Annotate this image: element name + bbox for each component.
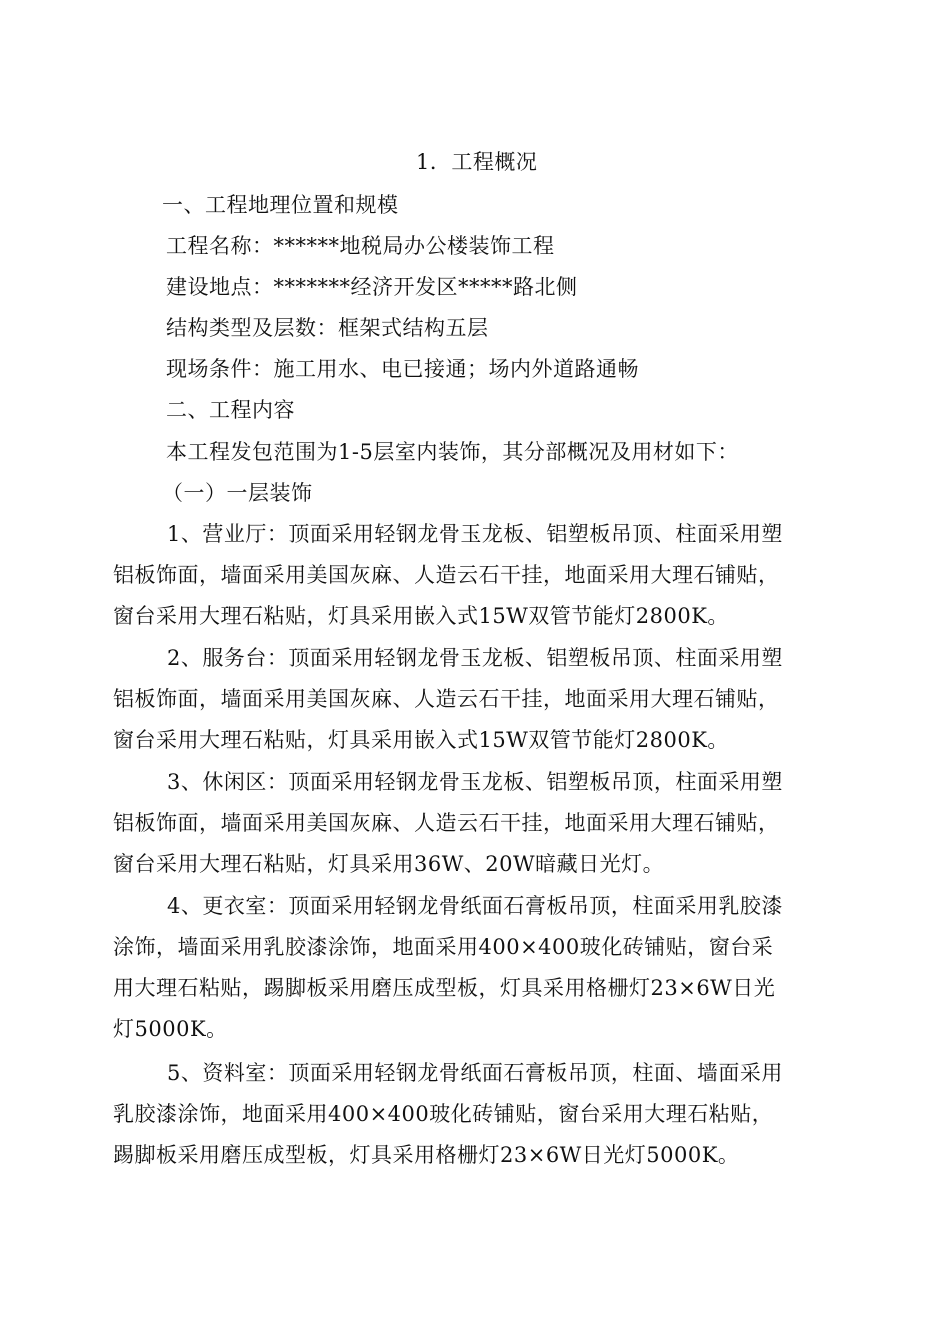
project-name-line: 工程名称：******地税局办公楼装饰工程	[166, 234, 555, 258]
paragraph-line: 涂饰，墙面采用乳胶漆涂饰，地面采用400×400玻化砖铺贴，窗台采	[113, 935, 774, 959]
paragraph-lounge-area	[113, 762, 841, 885]
paragraph-line: 用大理石粘贴，踢脚板采用磨压成型板，灯具采用格栅灯23×6W日光	[113, 976, 776, 1000]
paragraph-line: 踢脚板采用磨压成型板，灯具采用格栅灯23×6W日光灯5000K。	[113, 1143, 740, 1167]
paragraph-service-desk	[113, 638, 841, 761]
paragraph-archive-room	[113, 1053, 841, 1176]
paragraph-line: 窗台采用大理石粘贴，灯具采用嵌入式15W双管节能灯2800K。	[113, 604, 729, 628]
paragraph-line: 铝板饰面，墙面采用美国灰麻、人造云石干挂，地面采用大理石铺贴，	[113, 811, 780, 835]
paragraph-line: 3、休闲区：顶面采用轻钢龙骨玉龙板、铝塑板吊顶，柱面采用塑	[167, 770, 783, 794]
paragraph-line: 4、更衣室：顶面采用轻钢龙骨纸面石膏板吊顶，柱面采用乳胶漆	[167, 894, 783, 918]
paragraph-line: 乳胶漆涂饰，地面采用400×400玻化砖铺贴，窗台采用大理石粘贴，	[113, 1102, 774, 1126]
paragraph-line: 窗台采用大理石粘贴，灯具采用36W、20W暗藏日光灯。	[113, 852, 665, 876]
paragraph-line: 1、营业厅：顶面采用轻钢龙骨玉龙板、铝塑板吊顶、柱面采用塑	[167, 522, 783, 546]
construction-site-line: 建设地点：*******经济开发区*****路北侧	[166, 275, 578, 299]
sub-heading-first-floor: （一）一层装饰	[162, 481, 313, 505]
structure-type-line: 结构类型及层数：框架式结构五层	[166, 316, 489, 340]
scope-intro-line: 本工程发包范围为1-5层室内装饰，其分部概况及用材如下：	[166, 440, 739, 464]
paragraph-locker-room	[113, 886, 841, 1050]
paragraph-business-hall	[113, 514, 841, 637]
section-heading-content: 二、工程内容	[166, 398, 295, 422]
page-title: 1．工程概况	[416, 150, 538, 174]
paragraph-line: 铝板饰面，墙面采用美国灰麻、人造云石干挂，地面采用大理石铺贴，	[113, 687, 780, 711]
paragraph-line: 2、服务台：顶面采用轻钢龙骨玉龙板、铝塑板吊顶、柱面采用塑	[167, 646, 783, 670]
section-heading-location: 一、工程地理位置和规模	[162, 193, 399, 217]
paragraph-line: 窗台采用大理石粘贴，灯具采用嵌入式15W双管节能灯2800K。	[113, 728, 729, 752]
paragraph-line: 5、资料室：顶面采用轻钢龙骨纸面石膏板吊顶，柱面、墙面采用	[167, 1061, 783, 1085]
paragraph-line: 灯5000K。	[113, 1017, 228, 1041]
site-conditions-line: 现场条件：施工用水、电已接通；场内外道路通畅	[166, 357, 639, 381]
paragraph-line: 铝板饰面，墙面采用美国灰麻、人造云石干挂，地面采用大理石铺贴，	[113, 563, 780, 587]
